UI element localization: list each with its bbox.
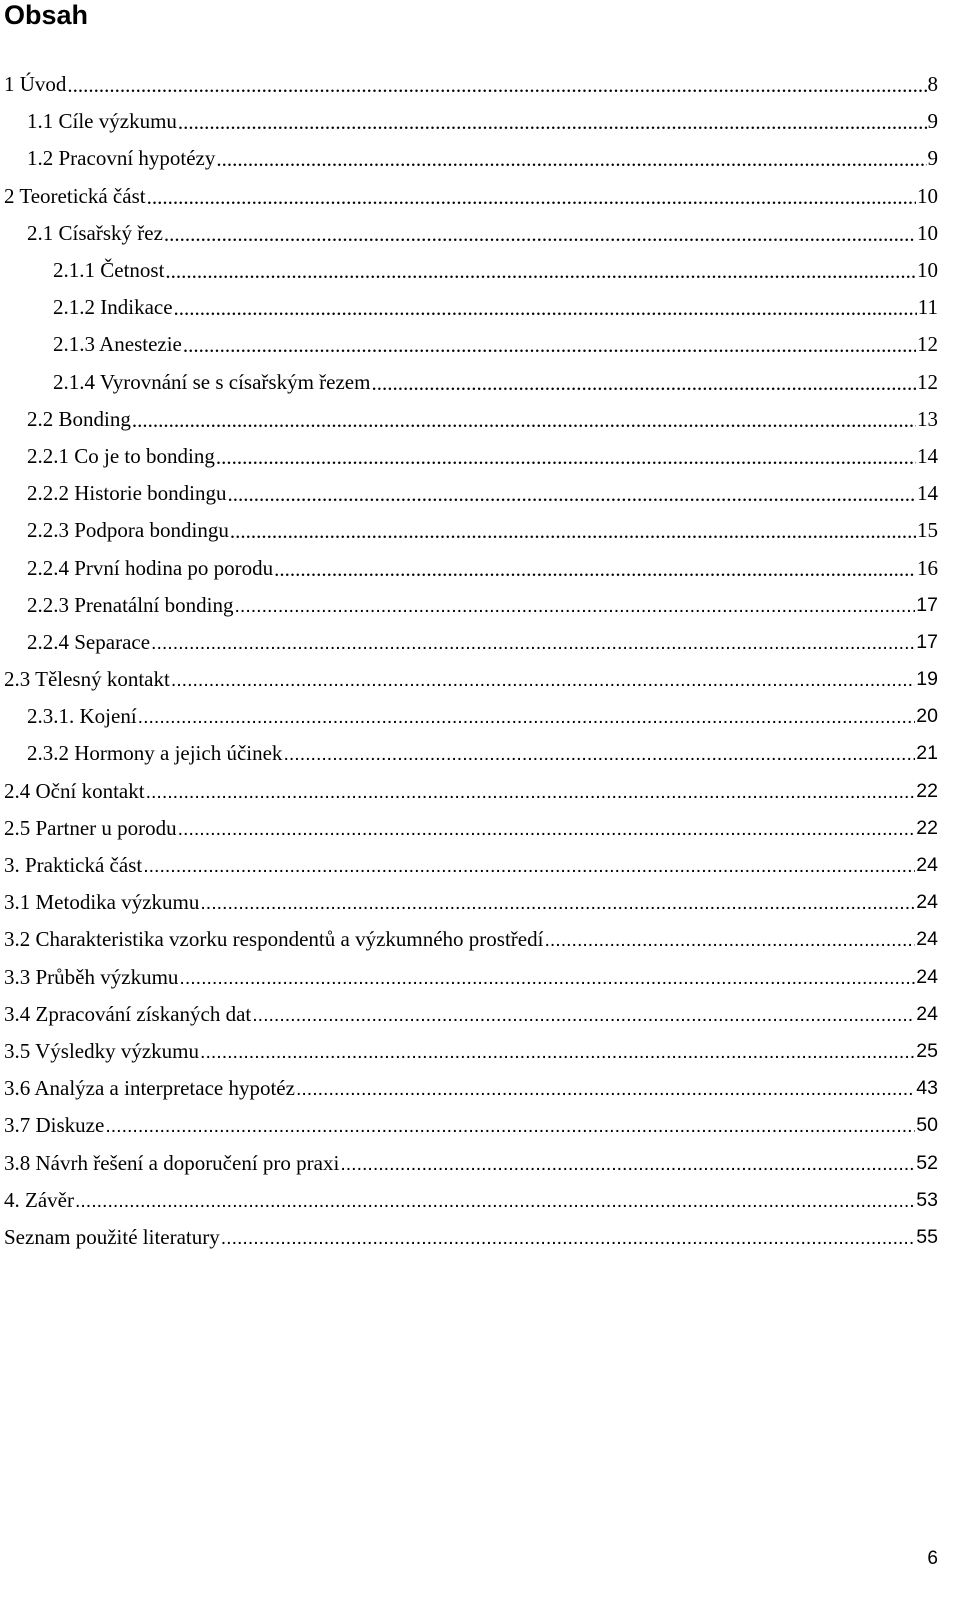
- toc-entry-page: 25: [916, 1039, 938, 1062]
- toc-entry[interactable]: [0, 1033, 960, 1070]
- page-title: Obsah: [4, 0, 89, 30]
- toc-entry-page: 10: [917, 220, 938, 245]
- dot-leader: [216, 147, 926, 172]
- toc-entry-page: 10: [917, 258, 938, 283]
- toc-entry-page: 16: [917, 555, 938, 580]
- dot-leader: [132, 408, 916, 433]
- dot-leader: [274, 557, 916, 582]
- dot-leader: [230, 519, 916, 544]
- toc-entry-label: 2.3.1. Kojení: [27, 704, 137, 729]
- toc-entry-page: 10: [917, 183, 938, 208]
- toc-entry-page: 17: [916, 630, 938, 653]
- dot-leader: [200, 892, 915, 915]
- toc-entry-page: 55: [916, 1225, 938, 1248]
- dot-leader: [200, 1041, 915, 1064]
- toc-entry-page: 12: [917, 369, 938, 394]
- toc-entry[interactable]: [0, 364, 960, 401]
- dot-leader: [234, 595, 915, 618]
- toc-entry-label: 2.2 Bonding: [27, 406, 131, 431]
- toc-entry[interactable]: [0, 140, 960, 177]
- dot-leader: [340, 1153, 915, 1176]
- dot-leader: [138, 706, 916, 729]
- toc-entry-label: 3.6 Analýza a interpretace hypotéz: [4, 1076, 295, 1101]
- toc-entry[interactable]: [0, 252, 960, 289]
- toc-entry[interactable]: [0, 289, 960, 326]
- toc-entry[interactable]: [0, 1107, 960, 1144]
- toc-entry-label: 2.2.3 Prenatální bonding: [27, 592, 234, 617]
- dot-leader: [143, 855, 915, 878]
- page-number: 6: [927, 1548, 938, 1569]
- toc-entry-page: 21: [916, 742, 938, 765]
- toc-entry-page: 8: [927, 72, 938, 97]
- toc-entry-page: 24: [916, 928, 938, 951]
- dot-leader: [183, 333, 916, 358]
- dot-leader: [165, 259, 916, 284]
- toc-entry[interactable]: [0, 773, 960, 810]
- toc-entry-label: 2.3.2 Hormony a jejich účinek: [27, 741, 283, 766]
- toc-entry-page: 53: [916, 1188, 938, 1211]
- toc-entry-label: 2.5 Partner u porodu: [4, 815, 177, 840]
- toc-entry-label: 3.5 Výsledky výzkumu: [4, 1038, 200, 1063]
- dot-leader: [174, 296, 917, 321]
- dot-leader: [221, 1227, 916, 1250]
- dot-leader: [105, 1115, 915, 1138]
- toc-entry-label: 3.3 Průběh výzkumu: [4, 964, 179, 989]
- toc-entry[interactable]: [0, 847, 960, 884]
- toc-entry-page: 50: [916, 1114, 938, 1137]
- toc-entry[interactable]: [0, 624, 960, 661]
- toc-entry-label: 2.2.3 Podpora bondingu: [27, 518, 229, 543]
- dot-leader: [171, 669, 915, 692]
- toc-entry-label: 3.4 Zpracování získaných dat: [4, 1001, 252, 1026]
- toc-entry-page: 24: [916, 854, 938, 877]
- dot-leader: [147, 185, 916, 210]
- toc-entry-label: 2.2.4 První hodina po porodu: [27, 555, 274, 580]
- toc-entry-label: 3.8 Návrh řešení a doporučení pro praxi: [4, 1150, 340, 1175]
- toc-entry[interactable]: [0, 1070, 960, 1107]
- toc-entry[interactable]: [0, 1144, 960, 1181]
- toc-entry[interactable]: [0, 921, 960, 958]
- toc-entry-label: 2.1.1 Četnost: [53, 258, 165, 283]
- toc-entry-page: 24: [916, 965, 938, 988]
- toc-entry-page: 22: [916, 816, 938, 839]
- dot-leader: [371, 371, 916, 396]
- toc-entry-page: 19: [916, 668, 938, 691]
- dot-leader: [178, 818, 916, 841]
- table-of-contents: [0, 66, 960, 1256]
- toc-entry-label: 2 Teoretická část: [4, 183, 146, 208]
- toc-entry-label: 2.1 Císařský řez: [27, 220, 163, 245]
- toc-entry-page: 43: [916, 1077, 938, 1100]
- toc-entry-page: 15: [917, 518, 938, 543]
- dot-leader: [146, 781, 916, 804]
- toc-entry-page: 52: [916, 1151, 938, 1174]
- toc-entry-label: 3. Praktická část: [4, 853, 143, 878]
- dot-leader: [228, 482, 917, 507]
- toc-entry[interactable]: [0, 215, 960, 252]
- toc-entry-page: 17: [916, 593, 938, 616]
- toc-entry-label: 1.2 Pracovní hypotézy: [27, 146, 216, 171]
- toc-entry-page: 24: [916, 1002, 938, 1025]
- toc-entry-page: 14: [917, 443, 938, 468]
- dot-leader: [75, 1190, 915, 1213]
- toc-entry-label: 1.1 Cíle výzkumu: [27, 109, 177, 134]
- toc-entry[interactable]: [0, 1219, 960, 1256]
- toc-entry[interactable]: [0, 103, 960, 140]
- toc-entry[interactable]: [0, 549, 960, 586]
- dot-leader: [296, 1078, 915, 1101]
- toc-entry[interactable]: [0, 661, 960, 698]
- toc-entry-label: 1 Úvod: [4, 72, 67, 97]
- toc-entry[interactable]: [0, 475, 960, 512]
- toc-entry-page: 13: [917, 406, 938, 431]
- toc-entry[interactable]: [0, 959, 960, 996]
- dot-leader: [178, 110, 927, 135]
- toc-entry[interactable]: [0, 996, 960, 1033]
- toc-entry[interactable]: [0, 810, 960, 847]
- toc-entry[interactable]: [0, 401, 960, 438]
- dot-leader: [164, 222, 916, 247]
- toc-entry[interactable]: [0, 178, 960, 215]
- toc-entry-label: 3.2 Charakteristika vzorku respondentů a výzkumného prostředí: [4, 927, 544, 952]
- toc-entry-page: 22: [916, 779, 938, 802]
- toc-entry[interactable]: [0, 66, 960, 103]
- toc-entry-page: 9: [927, 146, 938, 171]
- toc-entry-page: 20: [916, 705, 938, 728]
- toc-entry-label: 2.4 Oční kontakt: [4, 778, 145, 803]
- dot-leader: [252, 1004, 915, 1027]
- toc-entry-label: 3.1 Metodika výzkumu: [4, 890, 200, 915]
- dot-leader: [179, 967, 915, 990]
- toc-entry[interactable]: [0, 438, 960, 475]
- dot-leader: [67, 73, 926, 98]
- toc-entry-page: 24: [916, 891, 938, 914]
- toc-entry-label: 2.2.2 Historie bondingu: [27, 481, 227, 506]
- toc-entry[interactable]: [0, 735, 960, 772]
- toc-entry-label: 2.2.1 Co je to bonding: [27, 443, 215, 468]
- toc-entry-page: 12: [917, 332, 938, 357]
- toc-entry[interactable]: [0, 326, 960, 363]
- toc-entry-label: 4. Závěr: [4, 1187, 74, 1212]
- toc-entry-label: 3.7 Diskuze: [4, 1113, 105, 1138]
- toc-entry-page: 14: [917, 481, 938, 506]
- toc-entry[interactable]: [0, 1182, 960, 1219]
- toc-entry-label: 2.1.3 Anestezie: [53, 332, 182, 357]
- toc-entry-label: 2.1.2 Indikace: [53, 295, 173, 320]
- toc-entry-label: 2.3 Tělesný kontakt: [4, 667, 170, 692]
- toc-entry[interactable]: [0, 512, 960, 549]
- toc-entry[interactable]: [0, 587, 960, 624]
- dot-leader: [151, 632, 915, 655]
- toc-entry-page: 9: [927, 109, 938, 134]
- toc-entry[interactable]: [0, 884, 960, 921]
- dot-leader: [283, 743, 915, 766]
- toc-entry-label: 2.2.4 Separace: [27, 629, 151, 654]
- toc-entry[interactable]: [0, 698, 960, 735]
- toc-entry-page: 11: [917, 295, 938, 320]
- toc-entry-label: 2.1.4 Vyrovnání se s císařským řezem: [53, 369, 371, 394]
- dot-leader: [216, 445, 916, 470]
- toc-entry-label: Seznam použité literatury: [4, 1224, 220, 1249]
- dot-leader: [544, 929, 915, 952]
